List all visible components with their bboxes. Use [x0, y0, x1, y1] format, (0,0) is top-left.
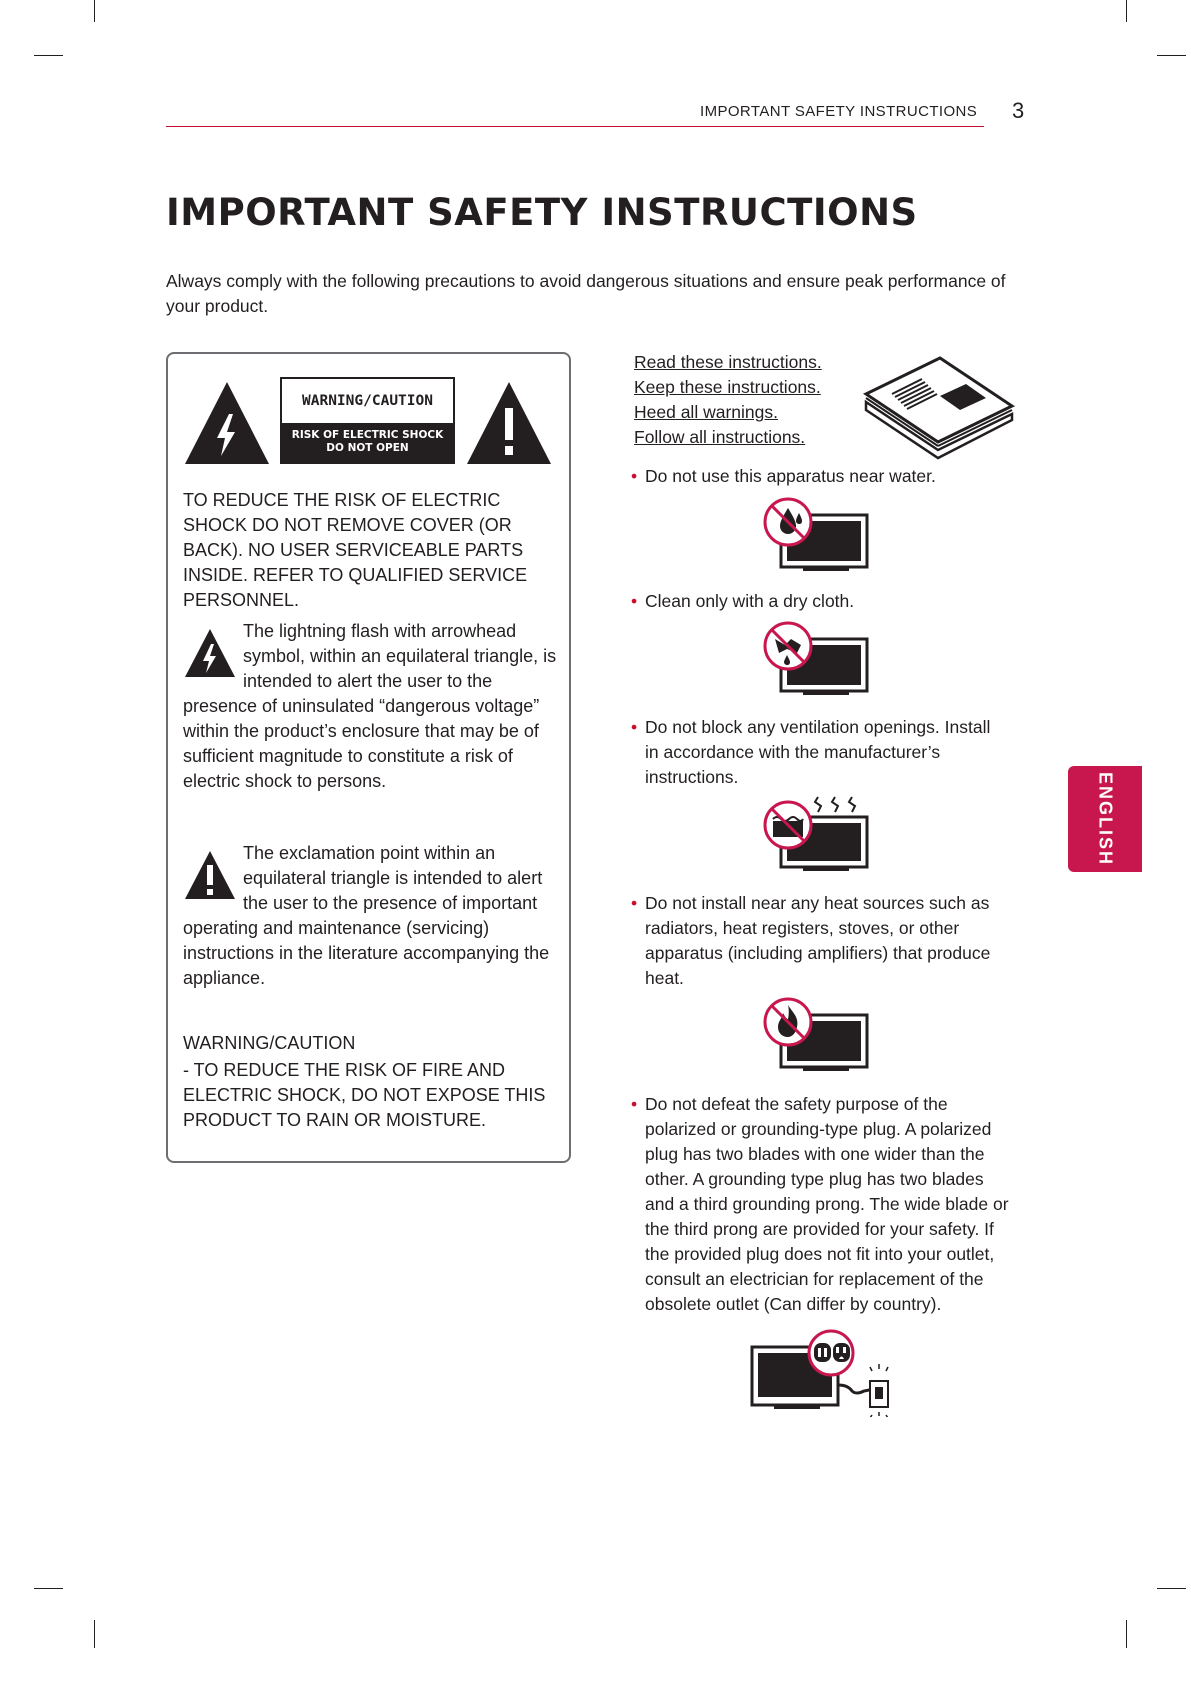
lightning-explanation — [183, 619, 563, 794]
bullet-item — [631, 589, 979, 614]
crop-mark — [1157, 1588, 1186, 1589]
warning-caution-text: - TO REDUCE THE RISK OF FIRE AND ELECTRIC SHOCK, DO NOT EXPOSE THIS PRODUCT TO RAIN OR MOISTURE. — [183, 1060, 546, 1130]
warning-caution-heading: WARNING/CAUTION — [183, 1033, 356, 1053]
crop-mark — [34, 1588, 63, 1589]
crop-mark — [1126, 1620, 1127, 1648]
bullet-marker: • — [631, 893, 638, 913]
exclamation-small-icon — [183, 849, 237, 901]
bullet-text: Clean only with a dry cloth. — [645, 591, 855, 611]
read-line: Read these instructions. — [634, 352, 822, 372]
bullet-text: Do not use this apparatus near water. — [645, 466, 936, 486]
read-line: Follow all instructions. — [634, 427, 806, 447]
intro-paragraph: Always comply with the following precautions to avoid dangerous situations and ensure peak performance of your product. — [166, 271, 1006, 316]
bullet-text: Do not defeat the safety purpose of the polarized or grounding-type plug. A polarized plug has two blades with one wider than the other. A grounding type plug has two blades and a third grounding prong. The wide blade or the third prong are provided for your safety. If the provided plug does not fit into your outlet, consult an electrician for replacement of the obsolete outlet (Can differ by country). — [645, 1094, 1009, 1314]
header-rule — [166, 126, 984, 127]
bullet-text: Do not block any ventilation openings. Install in accordance with the manufacturer’s instructions. — [645, 717, 991, 787]
label-caption — [282, 423, 453, 462]
no-blocked-vents-icon — [763, 795, 873, 875]
no-wet-cloth-icon — [763, 621, 873, 701]
bullet-item — [631, 464, 979, 489]
bullet-marker: • — [631, 591, 638, 611]
label-caption-line1: RISK OF ELECTRIC SHOCK — [291, 429, 444, 441]
bullet-text: Do not install near any heat sources such as radiators, heat registers, stoves, or other apparatus (including amplifiers) that produce heat. — [645, 893, 991, 988]
page-number: 3 — [1012, 98, 1025, 123]
crop-mark — [94, 1620, 95, 1648]
label-caption-line2: DO NOT OPEN — [326, 442, 409, 454]
language-tab-label: ENGLISH — [1095, 772, 1116, 867]
lightning-explanation-text: The lightning flash with arrowhead symbol, within an equilateral triangle, is intended to alert the user to the presence of uninsulated “dangerous voltage” within the product’s enclosure that may be of sufficient magnitude to constitute a risk of electric shock to persons. — [183, 621, 557, 791]
bullet-item — [631, 1092, 1009, 1317]
page-title: IMPORTANT SAFETY INSTRUCTIONS — [166, 191, 918, 234]
label-heading: WARNING/CAUTION — [302, 393, 433, 409]
crop-mark — [94, 0, 95, 22]
read-line: Keep these instructions. — [634, 377, 821, 397]
crop-mark — [34, 55, 63, 56]
lightning-triangle-icon — [183, 380, 271, 466]
read-line: Heed all warnings. — [634, 402, 778, 422]
exclamation-triangle-icon — [465, 380, 553, 466]
bullet-marker: • — [631, 1094, 638, 1114]
exclamation-explanation — [183, 841, 563, 991]
exclamation-explanation-text: The exclamation point within an equilateral triangle is intended to alert the user to the presence of important operating and maintenance (servicing) instructions in the literature accompanying the appliance. — [183, 843, 550, 988]
manual-book-icon — [862, 354, 1016, 466]
shock-warning-label — [280, 377, 455, 464]
bullet-item — [631, 715, 1004, 790]
bullet-marker: • — [631, 466, 638, 486]
bullet-item — [631, 891, 994, 991]
no-heat-source-icon — [763, 997, 873, 1077]
lightning-small-icon — [183, 627, 237, 679]
running-header: IMPORTANT SAFETY INSTRUCTIONS — [700, 103, 978, 120]
bullet-marker: • — [631, 717, 638, 737]
no-water-icon — [763, 497, 873, 577]
polarized-plug-icon — [748, 1329, 898, 1417]
crop-mark — [1126, 0, 1127, 22]
crop-mark — [1157, 55, 1186, 56]
read-instructions-list — [634, 350, 822, 450]
shock-notice: TO REDUCE THE RISK OF ELECTRIC SHOCK DO NOT REMOVE COVER (OR BACK). NO USER SERVICEABLE PARTS INSIDE. REFER TO QUALIFIED SERVICE PERSONNEL. — [183, 490, 528, 610]
